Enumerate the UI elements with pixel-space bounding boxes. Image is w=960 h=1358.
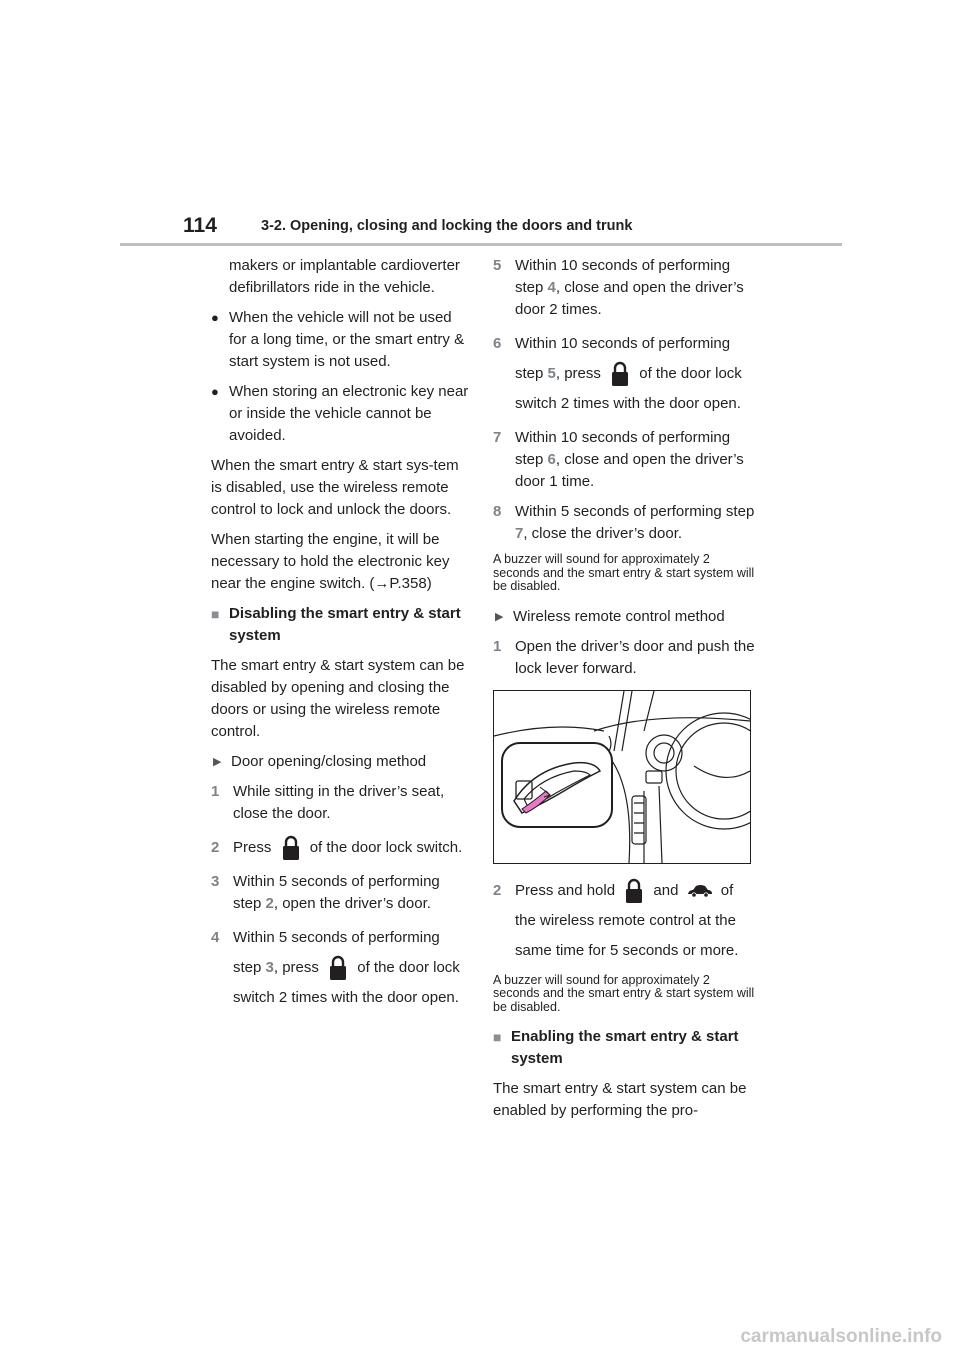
lock-icon bbox=[609, 359, 631, 389]
section-title: 3-2. Opening, closing and locking the doors and trunk bbox=[261, 218, 633, 234]
square-icon: ■ bbox=[211, 606, 220, 622]
paragraph: The smart entry & start system can be disabled by opening and closing the doors or using the wireless remote control. bbox=[211, 657, 465, 740]
remote-step-1: 1 Open the driver’s door and push the lock lever forward. bbox=[493, 637, 755, 677]
heading-disable: ■ Disabling the smart entry & start system bbox=[211, 603, 471, 647]
step-1: 1 While sitting in the driver’s seat, close the door. bbox=[211, 783, 445, 822]
car-icon bbox=[687, 884, 713, 898]
watermark: carmanualsonline.info bbox=[740, 1326, 942, 1347]
lock-lever-illustration bbox=[493, 690, 751, 864]
list-item: ● When storing an electronic key near or inside the vehicle cannot be avoided. bbox=[211, 381, 471, 447]
step-7: 7 Within 10 seconds of performing step 6, close and open the driver’s door 1 time. bbox=[493, 429, 744, 491]
step-2: 2 Press of the door lock switch. bbox=[211, 833, 471, 863]
left-column bbox=[211, 255, 471, 1021]
list-item: ● When the vehicle will not be used for a long time, or the smart entry & start system is not used. bbox=[211, 307, 471, 373]
method-door: ▶ Door opening/closing method bbox=[211, 751, 471, 773]
triangle-right-icon: ▶ bbox=[213, 756, 222, 768]
page-number: 114 bbox=[183, 214, 217, 237]
step-4: 4 Within 5 seconds of performing step 3, press of the door lock switch 2 times with the door open. bbox=[211, 929, 460, 1007]
bullet-icon: ● bbox=[211, 384, 219, 399]
remote-step-2: 2 Press and hold and of the wireless remote control at the same time for 5 seconds or more. bbox=[493, 876, 758, 966]
paragraph: When the smart entry & start sys-tem is disabled, use the wireless remote control to lock and unlock the doors. bbox=[211, 457, 459, 518]
note: A buzzer will sound for approximately 2 seconds and the smart entry & start system will be disabled. bbox=[493, 972, 755, 1014]
step-3: 3 Within 5 seconds of performing step 2, open the driver’s door. bbox=[211, 873, 440, 913]
lock-icon bbox=[280, 833, 302, 863]
bullet-icon: ● bbox=[211, 310, 219, 325]
paragraph: The smart entry & start system can be enabled by performing the pro- bbox=[493, 1080, 747, 1120]
square-icon: ■ bbox=[493, 1029, 502, 1046]
step-8: 8 Within 5 seconds of performing step 7, close the driver’s door. bbox=[493, 503, 755, 543]
right-column bbox=[493, 255, 758, 1130]
lock-icon bbox=[623, 876, 645, 906]
step-6: 6 Within 10 seconds of performing step 5, press of the door lock switch 2 times with the door open. bbox=[493, 335, 742, 413]
header-rule bbox=[120, 243, 842, 246]
paragraph: When starting the engine, it will be necessary to hold the electronic key near the engine switch. (→P.358) bbox=[211, 531, 450, 592]
step-5: 5 Within 10 seconds of performing step 4, close and open the driver’s door 2 times. bbox=[493, 257, 744, 318]
continued-text: makers or implantable cardioverter defibrillators ride in the vehicle. bbox=[229, 257, 460, 296]
note: A buzzer will sound for approximately 2 seconds and the smart entry & start system will be disabled. bbox=[493, 552, 755, 594]
triangle-right-icon: ▶ bbox=[495, 610, 504, 623]
door-interior-drawing bbox=[494, 691, 750, 863]
lock-icon bbox=[327, 953, 349, 983]
method-remote: ▶ Wireless remote control method bbox=[493, 606, 758, 628]
heading-enable: ■ Enabling the smart entry & start system bbox=[493, 1026, 758, 1070]
